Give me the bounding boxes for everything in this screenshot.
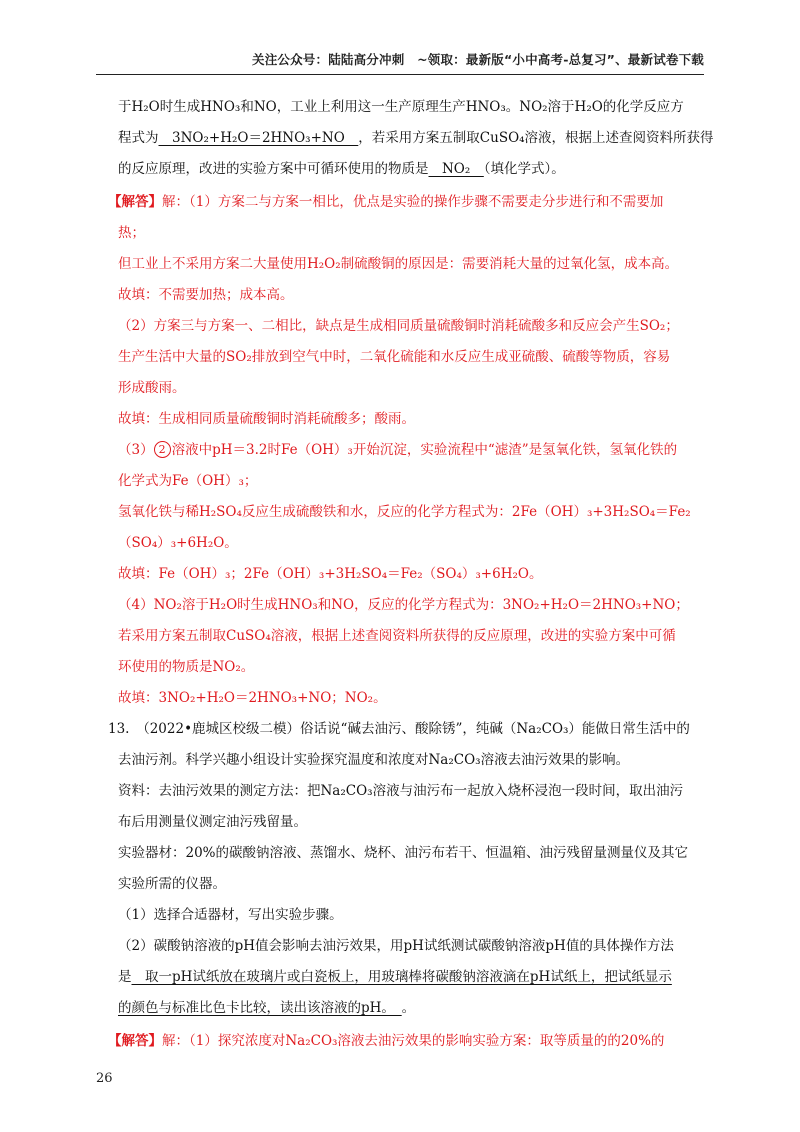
- text-span: （3）: [118, 442, 154, 458]
- answer-line: 故填：生成相同质量硫酸铜时消耗硫酸多；酸雨。: [118, 411, 415, 427]
- question-line: 资料：去油污效果的测定方法：把Na₂CO₃溶液与油污布一起放入烧杯浸泡一段时间，取出油污: [118, 783, 684, 799]
- answer-line: （2）方案三与方案一、二相比，缺点是生成相同质量硫酸铜时消耗硫酸多和反应会产生SO₂；: [118, 318, 679, 334]
- question-line: 实验所需的仪器。: [118, 876, 226, 892]
- text-line: [118, 159, 565, 179]
- answer-line: [108, 192, 663, 212]
- text-line: 于H₂O时生成HNO₃和NO，工业上利用这一生产原理生产HNO₃。NO₂溶于H₂O的化学反应方: [118, 99, 684, 115]
- answer-line: 化学式为Fe（OH）₃；: [118, 473, 258, 489]
- answer-line: （SO₄）₃+6H₂O。: [118, 535, 238, 551]
- answer-tag: 【解答】: [108, 194, 162, 210]
- text-span: （填化学式）。: [483, 161, 565, 177]
- answer-line: [118, 440, 677, 460]
- answer-blank: NO₂: [428, 161, 484, 177]
- answer-tag: 【解答】: [108, 1033, 162, 1049]
- answer-line: （4）NO₂溶于H₂O时生成HNO₃和NO，反应的化学方程式为：3NO₂+H₂O＝2HNO₃+NO；: [118, 597, 689, 613]
- text-span: 程式为: [118, 130, 159, 146]
- header-rule: [96, 74, 704, 75]
- text-span: 是: [118, 969, 132, 985]
- question-line: （2）碳酸钠溶液的pH值会影响去油污效果，用pH试纸测试碳酸钠溶液pH值的具体操作方法: [118, 938, 674, 954]
- answer-blank: 的颜色与标准比色卡比较，读出该溶液的pH。: [118, 1000, 402, 1016]
- text-span: 。: [401, 1000, 416, 1016]
- question-line: [118, 967, 672, 987]
- text-span: 解：（1）探究浓度对Na₂CO₃溶液去油污效果的影响实验方案：取等质量的的20%的: [162, 1033, 665, 1049]
- question-line: 实验器材：20%的碳酸钠溶液、蒸馏水、烧杯、油污布若干、恒温箱、油污残留量测量仪及其它: [118, 845, 689, 861]
- page-header: 关注公众号：陆陆高分冲刺 ~领取：最新版“小中高考-总复习”、最新试卷下载: [252, 52, 704, 67]
- text-span: ，若采用方案五制取CuSO₄溶液，根据上述查阅资料所获得: [358, 130, 714, 146]
- answer-blank: 取一pH试纸放在玻璃片或白瓷板上，用玻璃棒将碳酸钠溶液滴在pH试纸上，把试纸显示: [131, 969, 672, 985]
- text-span: 溶液中pH＝3.2时Fe（OH）₃开始沉淀，实验流程中“滤渣”是氢氧化铁，氢氧化铁的: [171, 442, 678, 458]
- answer-blank: 3NO₂+H₂O＝2HNO₃+NO: [158, 130, 359, 146]
- text-span: 的反应原理，改进的实验方案中可循环使用的物质是: [118, 161, 429, 177]
- answer-line: 故填：Fe（OH）₃；2Fe（OH）₃+3H₂SO₄＝Fe₂（SO₄）₃+6H₂O。: [118, 566, 543, 582]
- answer-line: 氢氧化铁与稀H₂SO₄反应生成硫酸铁和水，反应的化学方程式为：2Fe（OH）₃+3H₂SO₄＝Fe₂: [118, 504, 691, 520]
- question-line: 13. （2022•鹿城区校级二模）俗话说“碱去油污、酸除锈”，纯碱（Na₂CO₃）能做日常生活中的: [108, 721, 690, 737]
- answer-line: 环使用的物质是NO₂。: [118, 659, 255, 675]
- answer-line: 热；: [118, 225, 145, 241]
- answer-line: 故填：不需要加热；成本高。: [118, 287, 294, 303]
- question-line: [118, 998, 415, 1018]
- question-line: （1）选择合适器材，写出实验步骤。: [118, 907, 343, 923]
- answer-line: 生产生活中大量的SO₂排放到空气中时，二氧化硫能和水反应生成亚硫酸、硫酸等物质，容易: [118, 349, 671, 365]
- circled-number: 2: [154, 441, 171, 458]
- answer-line: 故填：3NO₂+H₂O＝2HNO₃+NO；NO₂。: [118, 690, 387, 706]
- answer-line: 形成酸雨。: [118, 380, 186, 396]
- page-number: 26: [96, 1071, 113, 1086]
- question-line: 去油污剂。科学兴趣小组设计实验探究温度和浓度对Na₂CO₃溶液去油污效果的影响。: [118, 752, 630, 768]
- text-line: [118, 128, 714, 148]
- answer-line: 但工业上不采用方案二大量使用H₂O₂制硫酸铜的原因是：需要消耗大量的过氧化氢，成本高。: [118, 256, 679, 272]
- answer-line: [108, 1031, 664, 1051]
- answer-line: 若采用方案五制取CuSO₄溶液，根据上述查阅资料所获得的反应原理，改进的实验方案中可循: [118, 628, 676, 644]
- question-line: 布后用测量仪测定油污残留量。: [118, 814, 307, 830]
- text-span: 解：（1）方案二与方案一相比，优点是实验的操作步骤不需要走分步进行和不需要加: [162, 194, 664, 210]
